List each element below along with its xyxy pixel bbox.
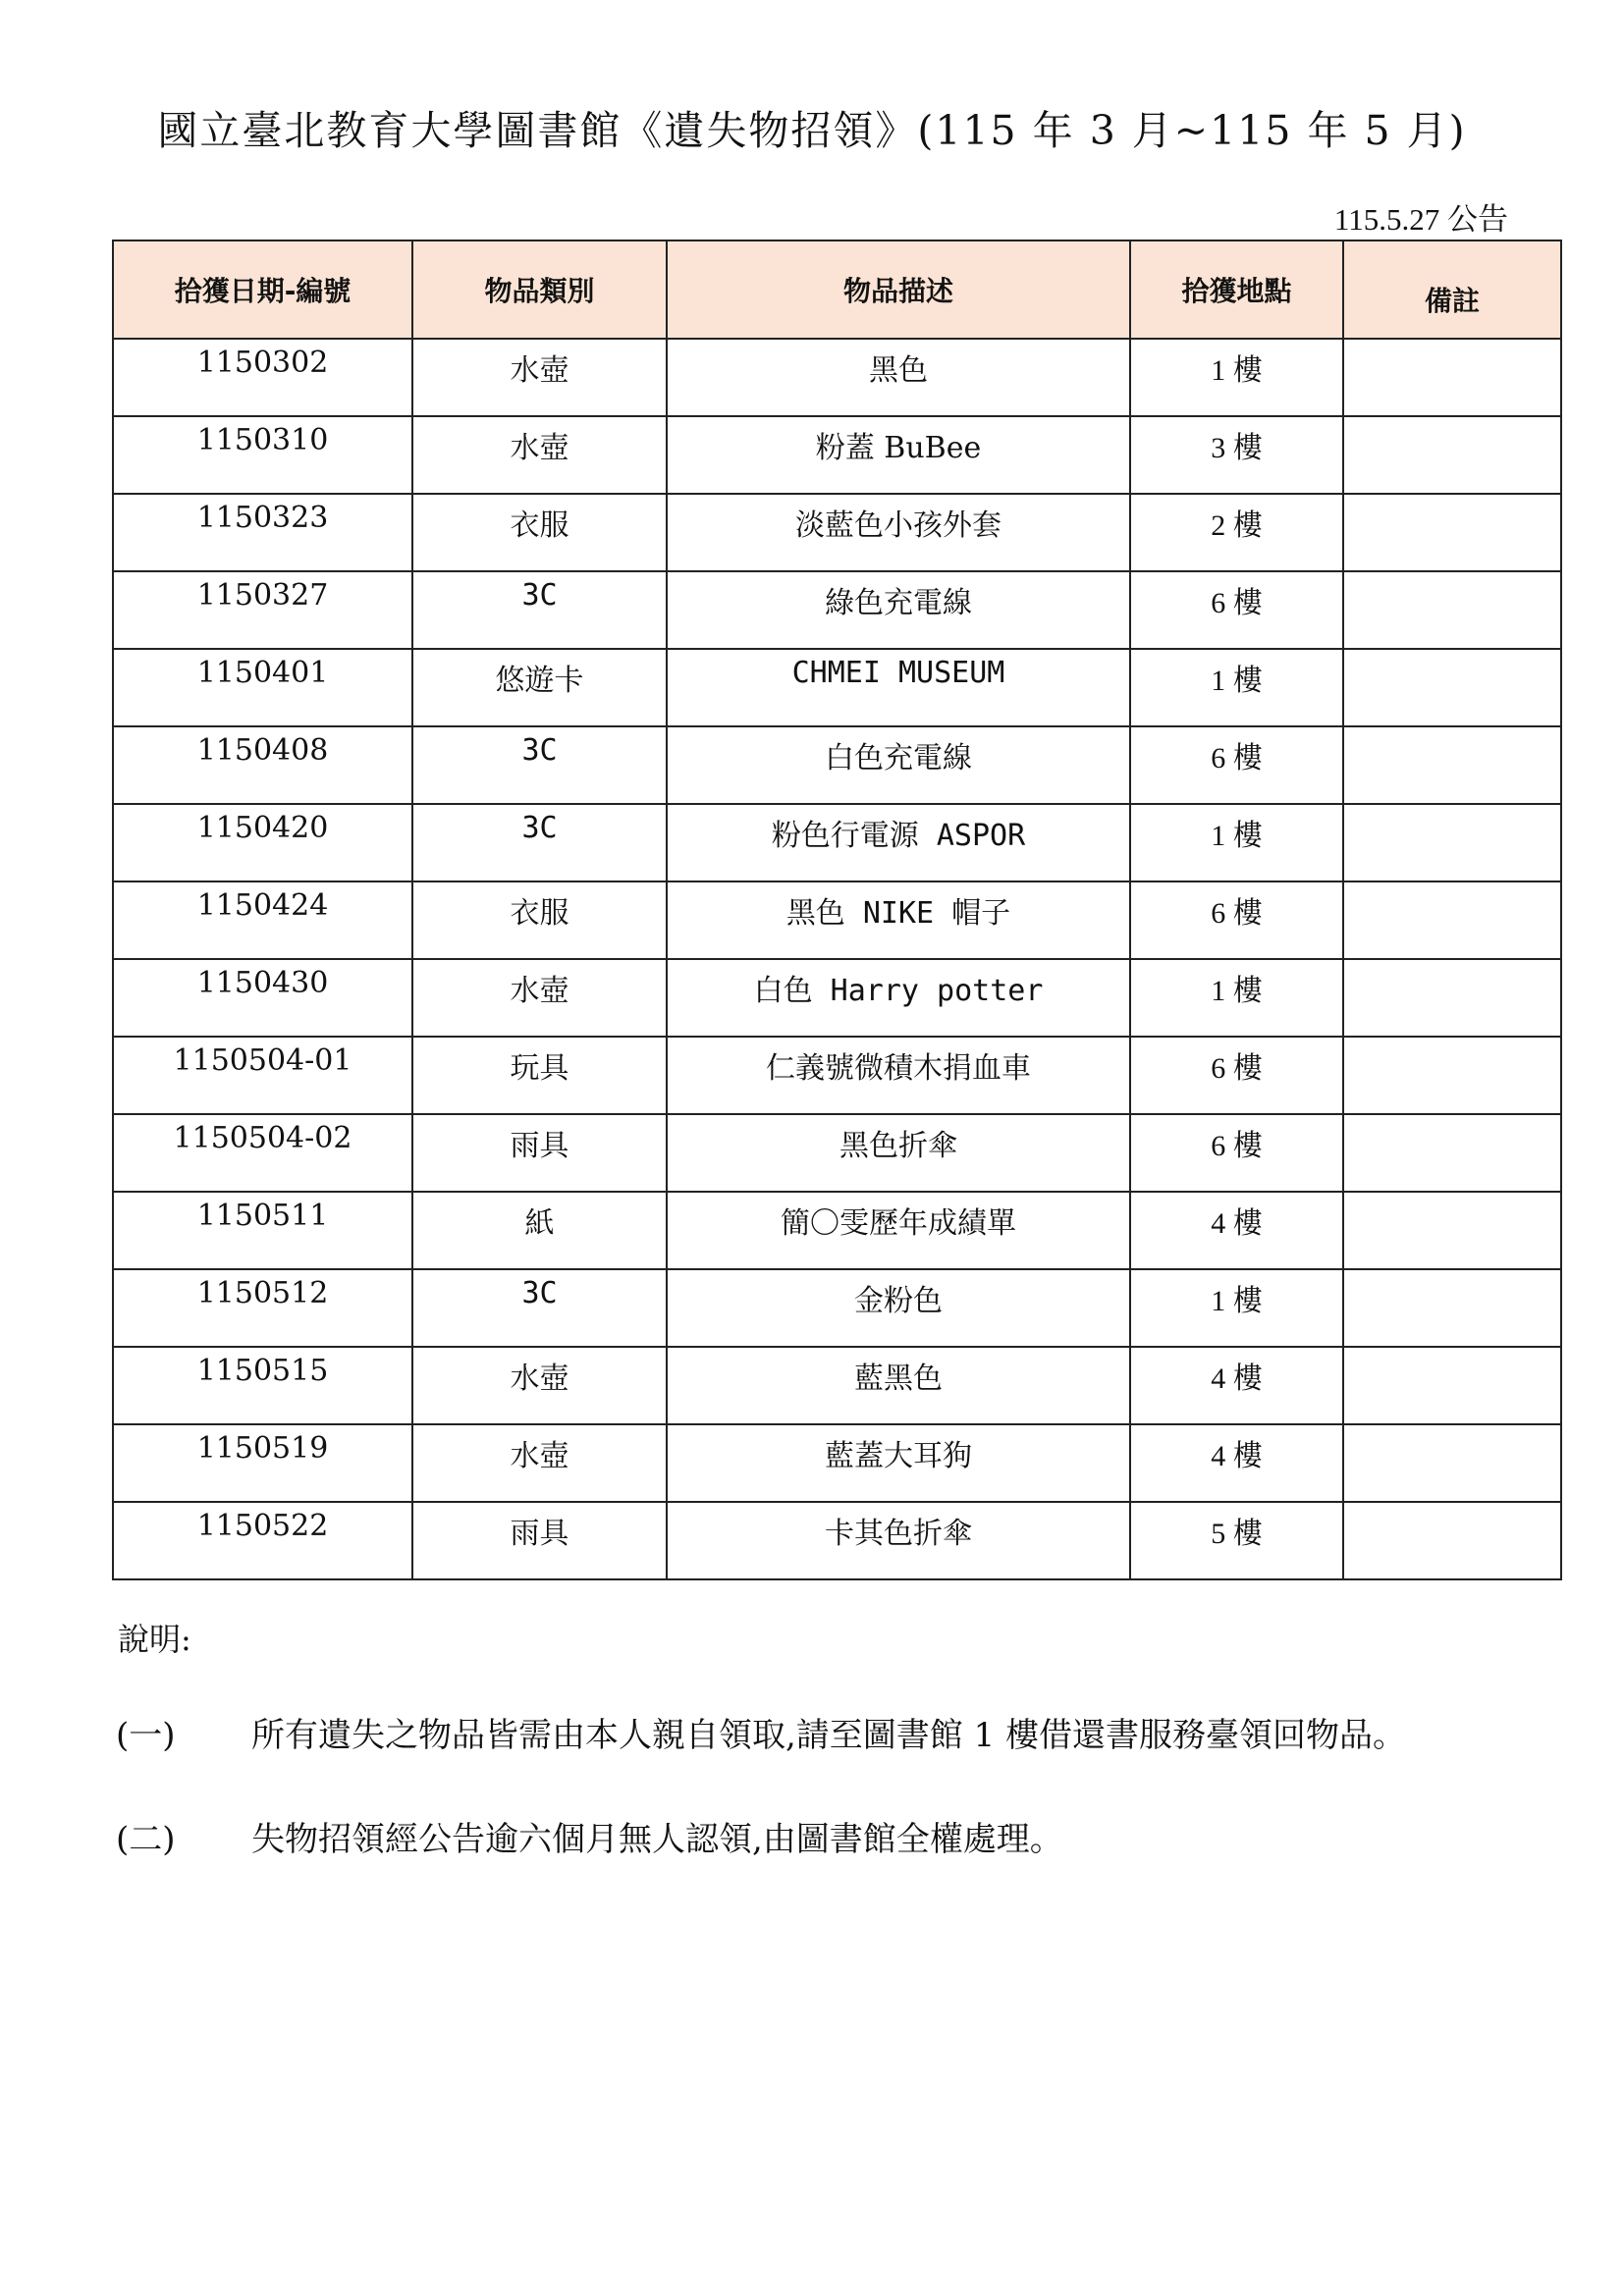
cell-category: 水壺	[412, 339, 667, 416]
note-marker: (二)	[116, 1820, 176, 1859]
note-text: 失物招領經公告逾六個月無人認領,由圖書館全權處理。	[251, 1820, 1063, 1859]
cell-id: 1150519	[113, 1424, 412, 1502]
cell-id: 1150504-01	[113, 1037, 412, 1114]
cell-note	[1343, 959, 1561, 1037]
cell-location: 4 樓	[1130, 1192, 1343, 1269]
cell-note	[1343, 339, 1561, 416]
cell-id: 1150511	[113, 1192, 412, 1269]
cell-id: 1150504-02	[113, 1114, 412, 1192]
table-row	[113, 726, 1561, 804]
cell-note	[1343, 804, 1561, 881]
cell-note	[1343, 881, 1561, 959]
notes-heading: 說明:	[118, 1621, 191, 1658]
table-row	[113, 649, 1561, 726]
page-title: 國立臺北教育大學圖書館《遺失物招領》(115 年 3 月~115 年 5 月)	[157, 107, 1467, 154]
cell-location: 1 樓	[1130, 959, 1343, 1037]
cell-location: 5 樓	[1130, 1502, 1343, 1579]
cell-description: 黑色	[667, 339, 1130, 416]
cell-description: 粉色行電源 ASPOR	[667, 804, 1130, 881]
cell-category: 3C	[412, 804, 667, 881]
cell-description: 粉蓋 BuBee	[667, 416, 1130, 494]
cell-category: 水壺	[412, 959, 667, 1037]
cell-note	[1343, 1037, 1561, 1114]
cell-id: 1150401	[113, 649, 412, 726]
cell-category: 水壺	[412, 1347, 667, 1424]
cell-description: 黑色折傘	[667, 1114, 1130, 1192]
cell-note	[1343, 416, 1561, 494]
cell-id: 1150327	[113, 571, 412, 649]
table-row	[113, 804, 1561, 881]
cell-description: 金粉色	[667, 1269, 1130, 1347]
cell-note	[1343, 1424, 1561, 1502]
lost-items-table	[112, 240, 1562, 1580]
note-item	[116, 1812, 1063, 1860]
cell-category: 悠遊卡	[412, 649, 667, 726]
cell-category: 3C	[412, 1269, 667, 1347]
header-category: 物品類別	[412, 240, 667, 339]
cell-location: 6 樓	[1130, 726, 1343, 804]
header-note: 備註	[1343, 240, 1561, 339]
note-text: 所有遺失之物品皆需由本人親自領取,請至圖書館 1 樓借還書服務臺領回物品。	[251, 1716, 1407, 1755]
cell-category: 玩具	[412, 1037, 667, 1114]
table-row	[113, 494, 1561, 571]
announce-date: 115.5.27 公告	[1333, 202, 1508, 237]
cell-category: 水壺	[412, 416, 667, 494]
cell-description: 藍黑色	[667, 1347, 1130, 1424]
table-row	[113, 339, 1561, 416]
cell-description: 黑色 NIKE 帽子	[667, 881, 1130, 959]
cell-note	[1343, 1269, 1561, 1347]
cell-description: 仁義號微積木捐血車	[667, 1037, 1130, 1114]
cell-id: 1150522	[113, 1502, 412, 1579]
cell-category: 水壺	[412, 1424, 667, 1502]
cell-location: 3 樓	[1130, 416, 1343, 494]
cell-note	[1343, 1347, 1561, 1424]
cell-id: 1150323	[113, 494, 412, 571]
table-header-row	[113, 240, 1561, 339]
cell-id: 1150310	[113, 416, 412, 494]
header-location: 拾獲地點	[1130, 240, 1343, 339]
cell-note	[1343, 1502, 1561, 1579]
cell-note	[1343, 494, 1561, 571]
cell-note	[1343, 726, 1561, 804]
cell-id: 1150430	[113, 959, 412, 1037]
table-row	[113, 959, 1561, 1037]
cell-description: 白色充電線	[667, 726, 1130, 804]
cell-location: 1 樓	[1130, 1269, 1343, 1347]
note-item	[116, 1708, 1406, 1756]
cell-id: 1150408	[113, 726, 412, 804]
cell-description: 藍蓋大耳狗	[667, 1424, 1130, 1502]
cell-description: 白色 Harry potter	[667, 959, 1130, 1037]
cell-location: 1 樓	[1130, 339, 1343, 416]
cell-category: 衣服	[412, 881, 667, 959]
table-row	[113, 1192, 1561, 1269]
cell-id: 1150512	[113, 1269, 412, 1347]
cell-location: 4 樓	[1130, 1347, 1343, 1424]
cell-category: 3C	[412, 726, 667, 804]
cell-location: 6 樓	[1130, 571, 1343, 649]
cell-category: 紙	[412, 1192, 667, 1269]
cell-description: CHMEI MUSEUM	[667, 649, 1130, 726]
cell-location: 4 樓	[1130, 1424, 1343, 1502]
cell-note	[1343, 649, 1561, 726]
table-row	[113, 1114, 1561, 1192]
table-row	[113, 1037, 1561, 1114]
cell-description: 淡藍色小孩外套	[667, 494, 1130, 571]
cell-description: 簡〇雯歷年成績單	[667, 1192, 1130, 1269]
cell-id: 1150515	[113, 1347, 412, 1424]
cell-note	[1343, 571, 1561, 649]
cell-note	[1343, 1114, 1561, 1192]
table-row	[113, 881, 1561, 959]
table-row	[113, 1269, 1561, 1347]
cell-category: 雨具	[412, 1502, 667, 1579]
cell-location: 6 樓	[1130, 881, 1343, 959]
table-row	[113, 571, 1561, 649]
cell-id: 1150424	[113, 881, 412, 959]
cell-location: 6 樓	[1130, 1114, 1343, 1192]
note-marker: (一)	[116, 1716, 176, 1755]
cell-note	[1343, 1192, 1561, 1269]
table-row	[113, 1347, 1561, 1424]
cell-description: 卡其色折傘	[667, 1502, 1130, 1579]
cell-category: 3C	[412, 571, 667, 649]
cell-location: 1 樓	[1130, 804, 1343, 881]
table-row	[113, 1424, 1561, 1502]
table-row	[113, 1502, 1561, 1579]
header-date-id: 拾獲日期-編號	[113, 240, 412, 339]
table-row	[113, 416, 1561, 494]
cell-category: 雨具	[412, 1114, 667, 1192]
cell-location: 1 樓	[1130, 649, 1343, 726]
cell-description: 綠色充電線	[667, 571, 1130, 649]
cell-id: 1150302	[113, 339, 412, 416]
header-description: 物品描述	[667, 240, 1130, 339]
cell-location: 6 樓	[1130, 1037, 1343, 1114]
cell-id: 1150420	[113, 804, 412, 881]
cell-category: 衣服	[412, 494, 667, 571]
cell-location: 2 樓	[1130, 494, 1343, 571]
